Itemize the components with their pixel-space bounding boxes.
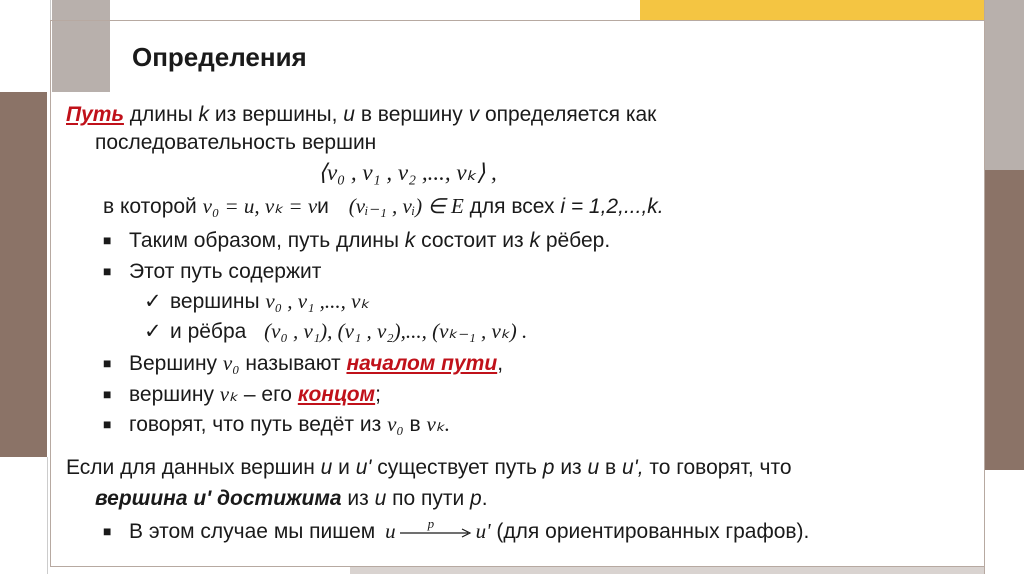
term-path-end: концом	[297, 383, 376, 406]
text: рёбер.	[539, 229, 611, 252]
text: вершины	[170, 290, 266, 313]
math-u: u	[385, 519, 396, 543]
text: Таким образом, путь длины	[129, 229, 405, 252]
math-p-label: p	[427, 516, 435, 531]
term-vertex: вершина	[95, 487, 194, 510]
check-mark-icon: ✓	[144, 320, 162, 343]
var-u: u	[587, 456, 600, 479]
math-edges: (v₀ , v₁), (v₁ , v₂),..., (vₖ₋₁ , vₖ) .	[264, 319, 528, 343]
bullet-square-icon: ■	[103, 232, 112, 248]
var-u: u	[320, 456, 333, 479]
math-vertices: v₀ , v₁ ,..., vₖ	[265, 289, 370, 313]
text: (для ориентированных графов).	[490, 520, 810, 543]
var-k: k	[529, 229, 540, 252]
check-item	[144, 288, 369, 315]
reachability-line2	[95, 486, 488, 512]
text: из	[554, 456, 588, 479]
text: .	[481, 487, 488, 510]
text: Вершину	[129, 352, 223, 375]
right-white-band	[984, 470, 1024, 574]
math-v0: v₀	[222, 351, 240, 375]
right-rule	[984, 0, 985, 574]
term-path-start: началом пути	[346, 352, 498, 375]
var-k: k	[198, 103, 210, 126]
bullet-square-icon: ■	[103, 355, 112, 371]
text: в	[403, 413, 427, 436]
text: – его	[238, 383, 298, 406]
term-reachable: достижима	[211, 487, 342, 510]
text: В этом случае мы пишем	[129, 520, 382, 543]
bottom-gray-strip	[350, 567, 984, 574]
content-left-rule	[50, 20, 51, 566]
text: из вершины,	[209, 103, 344, 126]
math-v0: v₀	[387, 412, 404, 436]
left-brown-band	[0, 92, 47, 457]
definition-path-line2: последовательность вершин	[95, 131, 377, 154]
math-v0-eq-u: v₀ = u, vₖ = v	[202, 194, 318, 218]
index-range: i = 1,2,...,k.	[560, 195, 664, 218]
text: существует путь	[371, 456, 543, 479]
reachability-line1	[66, 455, 792, 481]
bullet-item	[103, 227, 610, 254]
text: по пути	[386, 487, 471, 510]
text: и	[332, 456, 356, 479]
page-title: Определения	[132, 42, 307, 72]
vertex-sequence-formula: ⟨v₀ , v₁ , v₂ ,..., vₖ⟩ ,	[318, 160, 497, 185]
text: Этот путь содержит	[129, 260, 322, 283]
text: длины	[123, 103, 199, 126]
term-path: Путь	[66, 103, 124, 126]
right-gray-band	[984, 0, 1024, 170]
text: вершину	[129, 383, 220, 406]
math-vk: vₖ.	[426, 412, 451, 436]
var-u-prime: u',	[622, 456, 644, 479]
reach-arrow	[396, 516, 476, 540]
math-u-prime: u'	[475, 519, 491, 543]
var-u: u	[343, 103, 355, 126]
text: ;	[375, 383, 381, 406]
definition-condition-line	[103, 193, 664, 220]
right-brown-band	[984, 170, 1024, 470]
math-vk: vₖ	[219, 382, 239, 406]
var-u-prime: u'	[355, 456, 372, 479]
text: в вершину	[354, 103, 469, 126]
text: в	[599, 456, 623, 479]
bullet-item	[103, 258, 321, 285]
check-mark-icon: ✓	[144, 290, 162, 313]
bullet-square-icon: ■	[103, 416, 112, 432]
text: состоит из	[415, 229, 530, 252]
top-left-white-block	[0, 0, 51, 90]
var-u: u	[374, 487, 387, 510]
bullet-item	[103, 411, 450, 438]
text: определяется как	[479, 103, 657, 126]
var-p: p	[470, 487, 482, 510]
text: говорят, что путь ведёт из	[129, 413, 388, 436]
bullet-item	[103, 381, 381, 408]
left-light-band	[0, 457, 48, 574]
text: ,	[497, 352, 504, 375]
right-arrow-icon	[396, 520, 476, 540]
top-left-gray-block	[52, 0, 110, 92]
text: называют	[239, 352, 347, 375]
text: в которой	[103, 195, 203, 218]
check-item	[144, 318, 527, 345]
math-edge-in-E: (vᵢ₋₁ , vᵢ) ∈ E	[348, 194, 464, 218]
definition-path-line1	[66, 102, 656, 128]
bullet-item	[103, 518, 809, 545]
text: то говорят, что	[643, 456, 792, 479]
text: и рёбра	[170, 320, 253, 343]
var-k: k	[404, 229, 416, 252]
text: Если для данных вершин	[66, 456, 321, 479]
top-gold-bar	[640, 0, 984, 20]
bullet-square-icon: ■	[103, 386, 112, 402]
text: и	[317, 195, 335, 218]
bullet-item	[103, 350, 503, 377]
bullet-square-icon: ■	[103, 263, 112, 279]
var-p: p	[542, 456, 555, 479]
var-v: v	[468, 103, 480, 126]
bullet-square-icon: ■	[103, 523, 112, 539]
top-rule	[50, 20, 988, 21]
var-u-prime: u'	[193, 487, 212, 510]
text: из	[341, 487, 375, 510]
text: для всех	[463, 195, 561, 218]
